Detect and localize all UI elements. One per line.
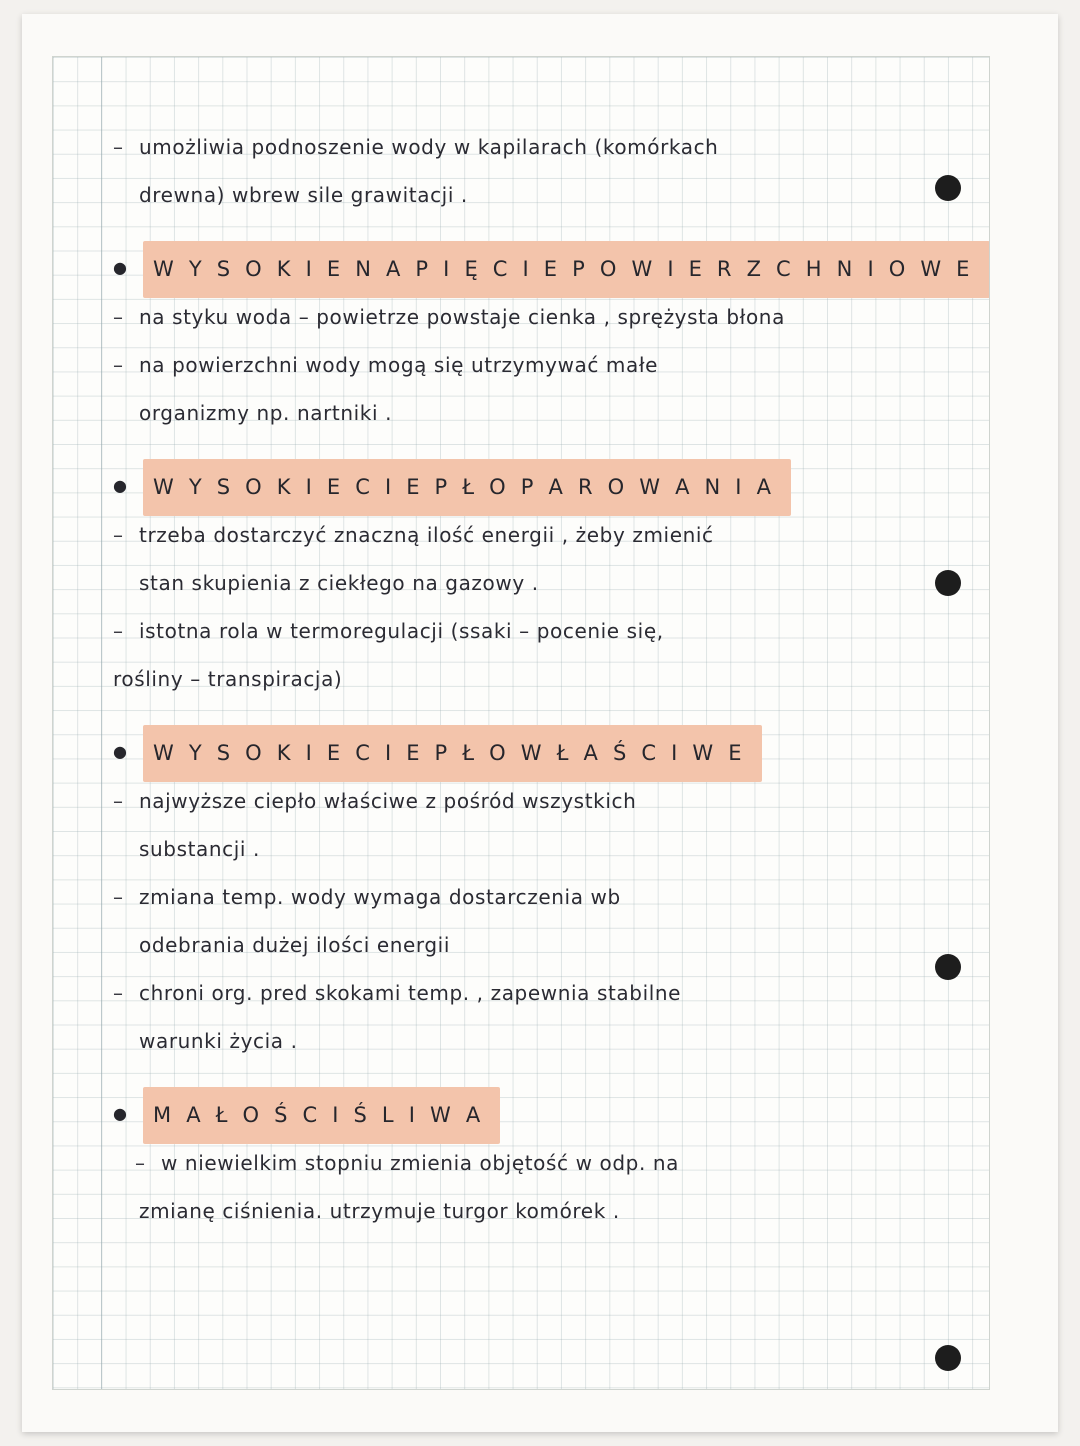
margin-line <box>101 57 102 1389</box>
block-spacer <box>113 219 990 241</box>
heading-text: W Y S O K I E C I E P Ł O P A R O W A N I A <box>143 459 791 516</box>
dash-marker: – <box>135 1151 146 1175</box>
note-line: stan skupienia z ciekłego na gazowy . <box>139 571 539 595</box>
graph-paper-sheet <box>52 56 990 1390</box>
heading-text: W Y S O K I E N A P I Ę C I E P O W I E R Z C H N I O W E <box>143 241 990 298</box>
note-line: rośliny – transpiracja) <box>113 667 343 691</box>
block-spacer <box>113 1065 990 1087</box>
note-line: organizmy np. nartniki . <box>139 401 393 425</box>
dash-marker: – <box>113 353 124 377</box>
dash-marker: – <box>113 619 124 643</box>
dash-marker: – <box>113 885 124 909</box>
note-heading <box>113 459 990 511</box>
note-line: – chroni org. pred skokami temp. , zapewnia stabilne <box>113 969 990 1017</box>
note-heading <box>113 1087 990 1139</box>
note-line: – w niewielkim stopniu zmienia objętość w odp. na <box>113 1139 990 1187</box>
note-line: – zmiana temp. wody wymaga dostarczenia wb <box>113 873 990 921</box>
block-spacer <box>113 437 990 459</box>
dash-marker: – <box>113 305 124 329</box>
bullet-icon: ● <box>113 258 128 277</box>
note-line: warunki życia . <box>139 1029 298 1053</box>
heading-text: M A Ł O Ś C I Ś L I W A <box>143 1087 500 1144</box>
punch-hole <box>935 175 961 201</box>
notebook-page <box>22 14 1058 1432</box>
punch-hole <box>935 570 961 596</box>
dash-marker: – <box>113 789 124 813</box>
note-line: substancji . <box>139 837 261 861</box>
note-line: – na powierzchni wody mogą się utrzymywać małe <box>113 341 990 389</box>
note-line: – trzeba dostarczyć znaczną ilość energii , żeby zmienić <box>113 511 990 559</box>
note-line: – istotna rola w termoregulacji (ssaki – pocenie się, <box>113 607 990 655</box>
block-spacer <box>113 703 990 725</box>
punch-hole <box>935 1345 961 1371</box>
heading-text: W Y S O K I E C I E P Ł O W Ł A Ś C I W E <box>143 725 762 782</box>
notes-content <box>113 123 990 1235</box>
bullet-icon: ● <box>113 476 128 495</box>
note-line: – najwyższe ciepło właściwe z pośród wszystkich <box>113 777 990 825</box>
dash-marker: – <box>113 523 124 547</box>
note-line: odebrania dużej ilości energii <box>139 933 450 957</box>
note-line: zmianę ciśnienia. utrzymuje turgor komórek . <box>139 1199 620 1223</box>
note-heading <box>113 241 990 293</box>
dash-marker: – <box>113 981 124 1005</box>
dash-marker: – <box>113 135 124 159</box>
note-line: – umożliwia podnoszenie wody w kapilarach (komórkach <box>113 123 990 171</box>
bullet-icon: ● <box>113 1104 128 1123</box>
punch-hole <box>935 954 961 980</box>
note-line: – na styku woda – powietrze powstaje cienka , sprężysta błona <box>113 293 990 341</box>
note-line: drewna) wbrew sile grawitacji . <box>139 183 468 207</box>
bullet-icon: ● <box>113 742 128 761</box>
note-heading <box>113 725 990 777</box>
